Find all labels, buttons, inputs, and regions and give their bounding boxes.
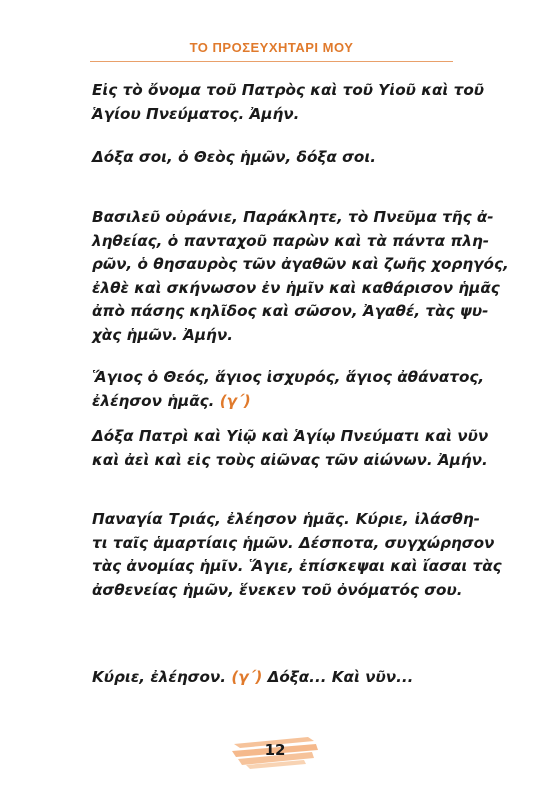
paragraph-glory-to-god [92,146,480,170]
repeat-thrice-mark: (γ΄) [219,391,251,410]
repeat-thrice-mark: (γ΄) [231,668,263,686]
running-header: ΤΟ ΠΡΟΣΕΥΧΗΤΑΡΙ ΜΟΥ [189,40,354,55]
paragraph-lord-have-mercy [92,666,480,690]
text-fragment: Κύριε, ἐλέησον. [92,668,227,686]
text-line [92,390,480,414]
text-line: ἀπὸ πάσης κηλῖδος καὶ σῶσον, Ἀγαθέ, τὰς ψυ- [92,302,489,321]
text-line: Παναγία Τριάς, ἐλέησον ἡμᾶς. Κύριε, ἱλάσθη- [92,510,480,528]
text-line: Ἁγίου Πνεύματος. Ἀμήν. [92,104,300,123]
text-line [92,666,480,690]
paragraph-trisagion [92,366,485,413]
paragraph-sign-of-cross [92,79,485,126]
text-fragment: Δόξα... Καὶ νῦν... [267,668,414,686]
text-line: ρῶν, ὁ θησαυρὸς τῶν ἀγαθῶν καὶ ζωῆς χορηγός, [92,255,509,274]
text-line: ληθείας, ὁ πανταχοῦ παρὼν καὶ τὰ πάντα πλη- [92,231,490,250]
text-line: τὰς ἀνομίας ἡμῖν. Ἅγιε, ἐπίσκεψαι καὶ ἴασαι τὰς [92,557,502,576]
text-line: Βασιλεῦ οὐράνιε, Παράκλητε, τὸ Πνεῦμα τῆς ἀ- [92,208,494,226]
text-line: χὰς ἡμῶν. Ἀμήν. [92,325,233,344]
page-number-badge [228,730,322,772]
text-line: Δόξα σοι, ὁ Θεὸς ἡμῶν, δόξα σοι. [92,148,377,166]
text-line: τι ταῖς ἁμαρτίαις ἡμῶν. Δέσποτα, συγχώρησον [92,533,495,552]
text-line: καὶ ἀεὶ καὶ εἰς τοὺς αἰῶνας τῶν αἰώνων. Ἀμήν. [92,450,488,469]
paragraph-heavenly-king [92,206,509,348]
page-number: 12 [264,741,286,759]
header-rule [90,61,453,62]
text-line: ἀσθενείας ἡμῶν, ἕνεκεν τοῦ ὀνόματός σου. [92,580,463,599]
text-line: Εἰς τὸ ὄνομα τοῦ Πατρὸς καὶ τοῦ Υἱοῦ καὶ τοῦ [92,81,485,99]
text-line: ἐλθὲ καὶ σκήνωσον ἐν ἡμῖν καὶ καθάρισον ἡμᾶς [92,278,500,297]
text-line: Δόξα Πατρὶ καὶ Υἱῷ καὶ Ἁγίῳ Πνεύματι καὶ νῦν [92,427,489,445]
text-line: Ἅγιος ὁ Θεός, ἅγιος ἰσχυρός, ἅγιος ἀθάνατος, [92,368,485,386]
paragraph-holy-trinity [92,508,502,602]
text-fragment: ἐλέησον ἡμᾶς. [92,391,215,410]
paragraph-glory-to-father [92,425,489,472]
